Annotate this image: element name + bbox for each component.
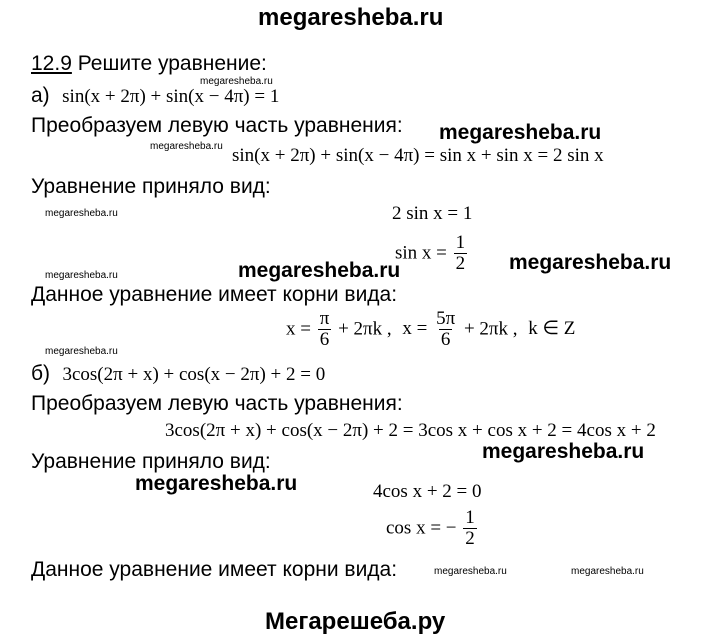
part-a-form-text: Уравнение приняло вид: <box>31 175 271 198</box>
root1-right: + 2πk , <box>338 318 392 340</box>
part-a-eq1: 2 sin x = 1 <box>392 203 473 224</box>
watermark-small: megaresheba.ru <box>434 566 507 577</box>
part-b-form-text: Уравнение приняло вид: <box>31 450 271 473</box>
fraction <box>463 508 477 550</box>
watermark-small: megaresheba.ru <box>571 566 644 577</box>
root2-right: + 2πk , <box>463 318 518 340</box>
watermark-small: megaresheba.ru <box>200 76 273 87</box>
part-b-label: б) <box>31 362 51 385</box>
root-condition: k ∈ Z <box>528 318 576 340</box>
watermark-mid: megaresheba.ru <box>439 121 602 144</box>
problem-title: Решите уравнение: <box>77 52 267 75</box>
part-a-equation-line <box>31 84 279 108</box>
part-a-transform-text: Преобразуем левую часть уравнения: <box>31 114 403 137</box>
part-b-eq2-left: cos x = − <box>386 517 457 539</box>
watermark-mid: megaresheba.ru <box>509 251 672 274</box>
part-a-roots <box>286 309 575 351</box>
watermark-small: megaresheba.ru <box>45 270 118 281</box>
part-b-eq1: 4cos x + 2 = 0 <box>373 481 482 502</box>
problem-header <box>31 52 267 76</box>
watermark-small: megaresheba.ru <box>45 208 118 219</box>
watermark-top: megaresheba.ru <box>258 4 444 31</box>
root2-left: x = <box>402 318 428 340</box>
part-a-transform-equation: sin(x + 2π) + sin(x − 4π) = sin x + sin x = 2 sin x <box>232 145 604 166</box>
denominator: 6 <box>440 328 451 350</box>
fraction <box>434 309 457 351</box>
part-a-roots-text: Данное уравнение имеет корни вида: <box>31 283 398 306</box>
part-b-transform-equation: 3cos(2π + x) + cos(x − 2π) + 2 = 3cos x + cos x + 2 = 4cos x + 2 <box>165 420 656 441</box>
watermark-mid: megaresheba.ru <box>238 259 401 282</box>
root1-left: x = <box>286 318 311 340</box>
watermark-mid: megaresheba.ru <box>482 440 645 463</box>
watermark-mid: megaresheba.ru <box>135 472 298 495</box>
watermark-bottom: Мегарешеба.ру <box>265 608 446 635</box>
denominator: 6 <box>319 328 330 350</box>
part-b-eq2 <box>386 508 479 550</box>
numerator: π <box>319 308 330 329</box>
part-a-eq2 <box>395 233 469 275</box>
part-b-equation-line <box>31 362 325 386</box>
part-a-equation: sin(x + 2π) + sin(x − 4π) = 1 <box>62 86 280 107</box>
watermark-small: megaresheba.ru <box>45 346 118 357</box>
part-b-equation: 3cos(2π + x) + cos(x − 2π) + 2 = 0 <box>62 364 326 385</box>
problem-number: 12.9 <box>31 52 72 75</box>
fraction <box>454 233 468 275</box>
watermark-small: megaresheba.ru <box>150 141 223 152</box>
part-b-transform-text: Преобразуем левую часть уравнения: <box>31 392 403 415</box>
numerator: 5π <box>436 308 456 329</box>
part-b-roots-text: Данное уравнение имеет корни вида: <box>31 558 398 581</box>
numerator: 1 <box>455 232 466 253</box>
denominator: 2 <box>455 252 466 274</box>
part-a-label: а) <box>31 84 50 107</box>
numerator: 1 <box>465 507 475 528</box>
part-a-eq2-left: sin x = <box>395 242 447 264</box>
denominator: 2 <box>465 527 475 549</box>
fraction <box>318 309 332 351</box>
